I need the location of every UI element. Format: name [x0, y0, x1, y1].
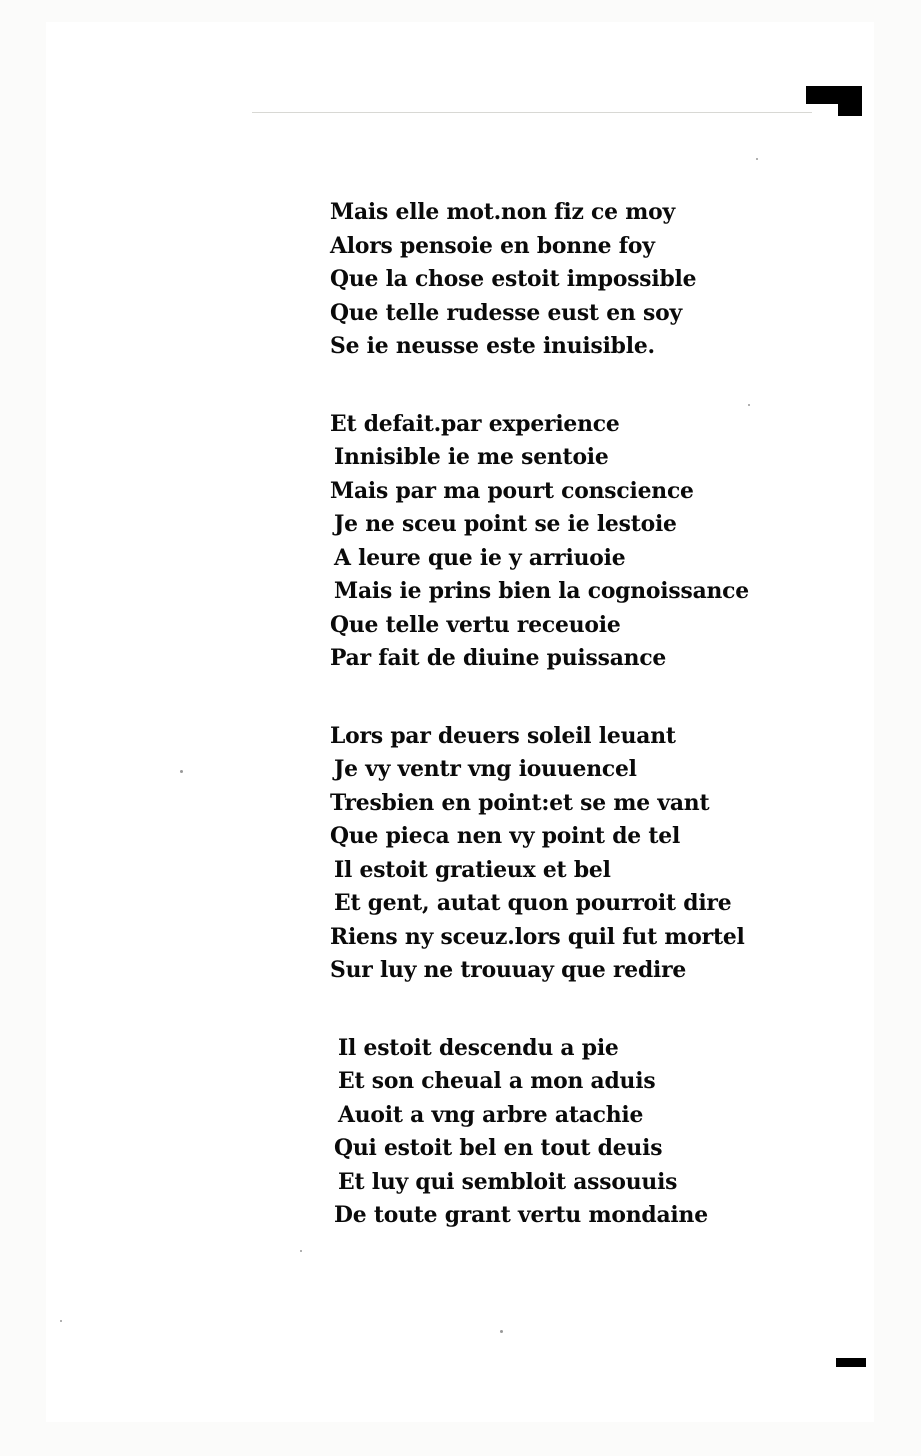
poem-line: Par fait de diuine puissance	[330, 645, 667, 671]
poem-line: Innisible ie me sentoie	[334, 444, 609, 470]
registration-mark-top-icon	[806, 86, 862, 104]
poem-line: A leure que ie y arriuoie	[334, 544, 626, 571]
poem-line: Je vy ventr vng iouuencel	[334, 756, 637, 782]
stanza	[330, 408, 800, 676]
scan-speckle	[60, 1320, 62, 1322]
poem-line: Et defait.par experience	[330, 410, 620, 437]
poem-line: Tresbien en point:et se me vant	[330, 789, 710, 816]
poem-line: Que pieca nen vy point de tel	[330, 823, 681, 849]
stanza	[330, 720, 800, 988]
poem-line: Que telle rudesse eust en soy	[330, 299, 682, 326]
stanza	[330, 196, 800, 364]
scan-speckle	[500, 1330, 503, 1333]
poem-line: Mais elle mot.non fiz ce moy	[330, 199, 676, 225]
registration-mark-top-secondary-icon	[838, 104, 862, 116]
poem-line: De toute grant vertu mondaine	[334, 1202, 708, 1228]
poem-line: Mais par ma pourt conscience	[330, 477, 694, 504]
poem-line: Et gent, autat quon pourroit dire	[334, 890, 732, 916]
poem-line: Qui estoit bel en tout deuis	[334, 1135, 663, 1161]
poem-line: Je ne sceu point se ie lestoie	[334, 511, 677, 537]
poem-line: Se ie neusse este inuisible.	[330, 333, 655, 359]
poem-line: Riens ny sceuz.lors quil fut mortel	[330, 923, 745, 950]
scan-speckle	[180, 770, 183, 773]
poem-line: Il estoit descendu a pie	[338, 1034, 619, 1061]
poem-line: Il estoit gratieux et bel	[334, 856, 611, 883]
stanza	[330, 1032, 800, 1233]
registration-mark-bottom-icon	[836, 1358, 866, 1367]
poem-line: Lors par deuers soleil leuant	[330, 722, 676, 749]
poem-line: Alors pensoie en bonne foy	[330, 232, 655, 259]
scan-speckle	[300, 1250, 302, 1252]
poem-line: Et luy qui sembloit assouuis	[338, 1168, 678, 1195]
scan-speckle	[756, 158, 758, 160]
poem-line: Mais ie prins bien la cognoissance	[334, 578, 749, 604]
poem-text-block	[330, 196, 800, 1233]
poem-line: Que telle vertu receuoie	[330, 611, 621, 638]
poem-line: Sur luy ne trouuay que redire	[330, 957, 687, 983]
top-rule	[252, 112, 812, 113]
poem-line: Et son cheual a mon aduis	[338, 1068, 656, 1094]
poem-line: Que la chose estoit impossible	[330, 266, 697, 292]
poem-line: Auoit a vng arbre atachie	[338, 1101, 644, 1128]
